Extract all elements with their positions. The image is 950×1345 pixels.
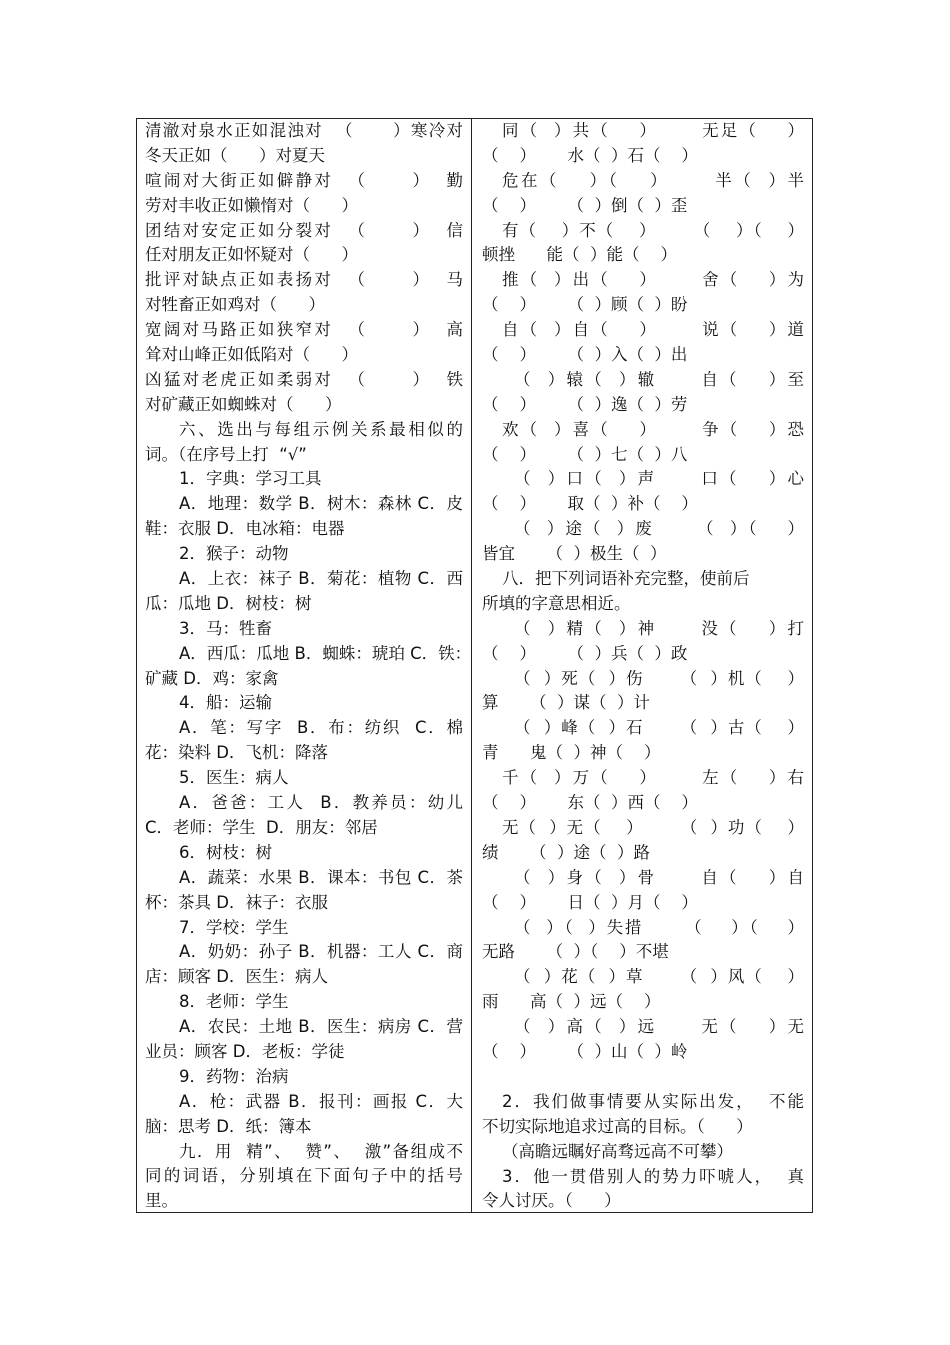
- right-text-line: 令人讨厌。（ ）: [482, 1191, 621, 1211]
- left-text-line: 冬天正如（ ）对夏天: [145, 145, 325, 165]
- right-text-line: （ ）精（ ）神 没（ ）打: [514, 618, 804, 638]
- left-text-line: 脑：思考 D．纸：簿本: [145, 1116, 312, 1136]
- right-text-line: （ ）峰（ ）石 （ ）古（ ）: [514, 718, 804, 738]
- left-text-line: 6．树枝：树: [179, 842, 272, 862]
- worksheet-table: [136, 118, 813, 1213]
- right-text-line: 所填的字意思相近。: [482, 593, 631, 613]
- right-text-line: 欢（ ）喜（ ） 争（ ）恐: [502, 419, 804, 439]
- left-text-line: A．笔：写字 B．布：纺织 C．棉: [179, 718, 463, 738]
- left-text-line: 里。: [145, 1191, 178, 1211]
- left-text-line: 9．药物：治病: [179, 1066, 289, 1086]
- right-text-line: （ ） （ ）兵（ ）政: [482, 643, 688, 663]
- right-text-line: 八．把下列词语补充完整，使前后: [502, 569, 750, 589]
- left-text-line: 花：染料 D．飞机：降落: [145, 743, 328, 763]
- right-text-line: （ ） 东（ ）西（ ）: [482, 793, 698, 813]
- left-text-line: 清澈对泉水正如混浊对 （ ）寒冷对: [145, 121, 463, 140]
- right-text-line: （ ）死（ ）伤 （ ）机（ ）: [514, 668, 804, 688]
- right-text-line: （ ） 取（ ）补（ ）: [482, 494, 698, 514]
- right-text-line: （高瞻远瞩好高骛远高不可攀）: [502, 1141, 733, 1161]
- right-text-line: （ ）途（ ）废 （ ）（ ）: [514, 519, 804, 539]
- left-text-line: A．农民：土地 B．医生：病房 C．营: [179, 1017, 463, 1037]
- right-text-line: （ ） （ ）倒（ ）歪: [482, 195, 688, 215]
- left-text-line: 六、选出与每组示例关系最相似的: [179, 419, 463, 439]
- right-text-line: [482, 1065, 804, 1090]
- left-text-line: 对牲畜正如鸡对（ ）: [145, 295, 325, 315]
- right-text-line: 算 （ ）谋（ ）计: [482, 693, 650, 713]
- right-text-line: 有（ ）不（ ） （ ）（ ）: [502, 220, 804, 240]
- right-text-line: 3．他一贯借别人的势力吓唬人， 真: [502, 1166, 804, 1186]
- right-text-line: （ ）花（ ）草 （ ）风（ ）: [514, 967, 804, 987]
- right-text-line: 不切实际地追求过高的目标。（ ）: [482, 1116, 753, 1136]
- left-text-line: 8．老师：学生: [179, 992, 289, 1012]
- left-text-line: 店：顾客 D．医生：病人: [145, 967, 328, 987]
- right-text-line: 同（ ）共（ ） 无足（ ）: [502, 121, 804, 140]
- left-text-line: 业员：顾客 D．老板：学徒: [145, 1041, 345, 1061]
- left-text-line: 2．猴子：动物: [179, 544, 289, 564]
- right-text-line: 青 鬼（ ）神（ ）: [482, 743, 661, 763]
- left-text-line: A．上衣：袜子 B．菊花：植物 C．西: [179, 569, 463, 589]
- left-text-line: 杯：茶具 D．袜子：衣服: [145, 892, 328, 912]
- left-text-line: A．爸爸：工人 B．教养员：幼儿: [179, 793, 463, 813]
- left-text-line: 任对朋友正如怀疑对（ ）: [145, 245, 358, 265]
- left-text-line: A．奶奶：孙子 B．机器：工人 C．商: [179, 942, 463, 962]
- left-text-line: 耸对山峰正如低陷对（ ）: [145, 345, 358, 365]
- left-text-line: 词。（在序号上打 “√”: [145, 444, 307, 464]
- right-column: [472, 119, 812, 1212]
- left-text-line: 宽阔对马路正如狭窄对 （ ） 高: [145, 320, 463, 340]
- left-text-line: 矿藏 D．鸡：家禽: [145, 668, 279, 688]
- left-text-line: A．蔬菜：水果 B．课本：书包 C．茶: [179, 867, 463, 887]
- right-text-line: 顿挫 能（ ）能（ ）: [482, 245, 677, 265]
- left-text-line: C．老师：学生 D．朋友：邻居: [145, 817, 378, 837]
- left-text-line: A．地理：数学 B．树木：森林 C．皮: [179, 494, 463, 514]
- left-text-line: 批评对缺点正如表扬对 （ ） 马: [145, 270, 463, 290]
- left-text-line: 7．学校：学生: [179, 917, 289, 937]
- right-text-line: （ ） （ ）顾（ ）盼: [482, 295, 688, 315]
- right-text-line: 无（ ）无（ ） （ ）功（ ）: [502, 817, 804, 837]
- left-text-line: 团结对安定正如分裂对 （ ） 信: [145, 220, 463, 240]
- right-text-line: （ ） （ ）山（ ）岭: [482, 1041, 688, 1061]
- right-text-line: （ ） 水（ ）石（ ）: [482, 145, 698, 165]
- right-text-line: 无路 （ ）（ ）不堪: [482, 942, 669, 962]
- right-text-line: 绩 （ ）途（ ）路: [482, 842, 650, 862]
- right-text-line: 雨 高（ ）远（ ）: [482, 992, 661, 1012]
- right-text-line: （ ）辕（ ）辙 自（ ）至: [514, 369, 804, 389]
- right-text-line: （ ） （ ）逸（ ）劳: [482, 394, 688, 414]
- right-text-line: 千（ ）万（ ） 左（ ）右: [502, 768, 804, 788]
- left-text-line: A．枪：武器 B．报刊：画报 C．大: [179, 1091, 463, 1111]
- right-text-line: 2．我们做事情要从实际出发， 不能: [502, 1091, 804, 1111]
- right-text-line: （ ）高（ ）远 无（ ）无: [514, 1017, 804, 1037]
- right-text-line: （ ） （ ）七（ ）八: [482, 444, 688, 464]
- left-text-line: 鞋：衣服 D．电冰箱：电器: [145, 519, 345, 539]
- right-text-line: 危在（ ）（ ） 半（ ）半: [502, 170, 804, 190]
- right-text-line: 自（ ）自（ ） 说（ ）道: [502, 320, 804, 340]
- left-text-line: 对矿藏正如蜘蛛对（ ）: [145, 394, 342, 414]
- left-text-line: 劳对丰收正如懒惰对（ ）: [145, 195, 358, 215]
- left-text-line: 瓜：瓜地 D．树枝：树: [145, 593, 312, 613]
- left-text-line: 5．医生：病人: [179, 768, 289, 788]
- left-text-line: A．西瓜：瓜地 B．蜘蛛：琥珀 C．铁：: [179, 643, 472, 663]
- right-text-line: （ ）（ ）失措 （ ）（ ）: [514, 917, 804, 937]
- right-text-line: （ ） 日（ ）月（ ）: [482, 892, 698, 912]
- left-text-line: 3．马：牲畜: [179, 618, 272, 638]
- right-text-line: （ ）口（ ）声 口（ ）心: [514, 469, 804, 489]
- right-text-line: 皆宜 （ ）极生（ ）: [482, 544, 667, 564]
- left-text-line: 凶猛对老虎正如柔弱对 （ ） 铁: [145, 369, 463, 389]
- left-text-line: 同的词语，分别填在下面句子中的括号: [145, 1166, 463, 1186]
- left-text-line: 1．字典：学习工具: [179, 469, 322, 489]
- left-text-line: 4．船：运输: [179, 693, 272, 713]
- right-text-line: （ ） （ ）入（ ）出: [482, 345, 688, 365]
- right-text-line: （ ）身（ ）骨 自（ ）自: [514, 867, 804, 887]
- left-text-line: 喧闹对大街正如僻静对 （ ） 勤: [145, 170, 463, 190]
- right-text-line: 推（ ）出（ ） 舍（ ）为: [502, 270, 804, 290]
- left-column: [137, 119, 472, 1212]
- left-text-line: 九．用 精”、 赞”、 激”备组成不: [179, 1141, 463, 1161]
